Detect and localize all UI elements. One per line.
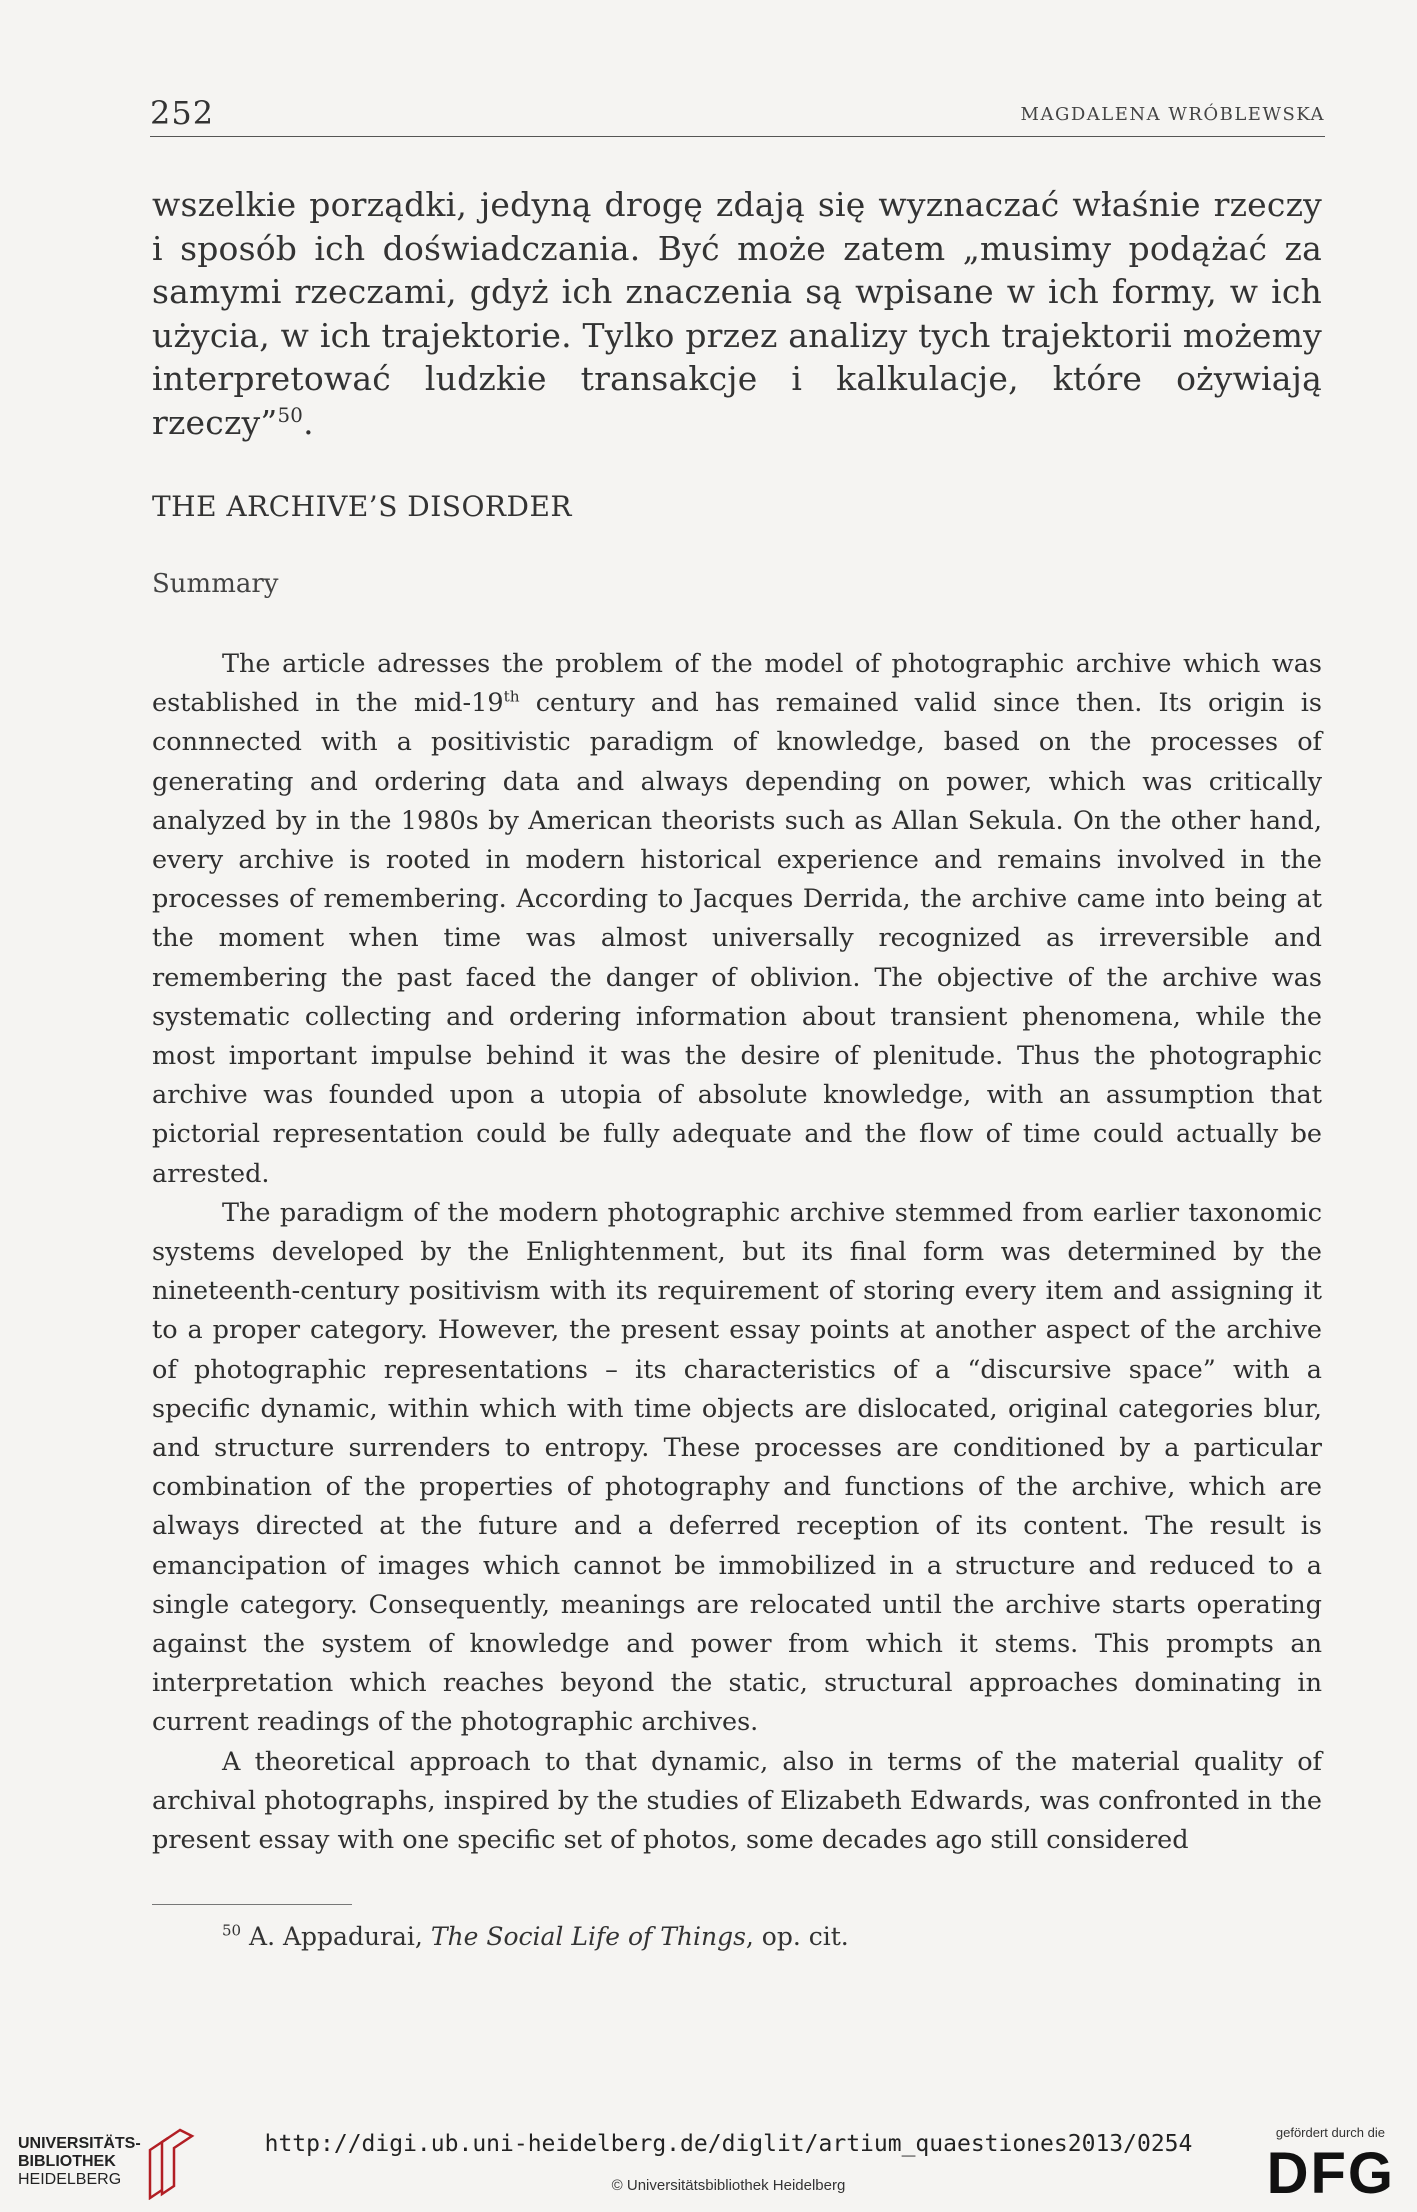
footnote bbox=[222, 1922, 849, 1951]
summary-paragraph-2: The paradigm of the modern photographic archive stemmed from earlier taxonomic systems developed by the Enlightenment, but its final form was determined by the nineteenth-century positivism with its requirement of storing every item and assigning it to a proper category. However, the present essay points at another aspect of the archive of photographic representations – its characteristics of a “discursive space” with a specific dynamic, within which with time objects are dislocated, original categories blur, and structure surrenders to entropy. These processes are conditioned by a particular combination of the properties of photography and functions of the archive, which are always directed at the future and a deferred reception of its content. The result is emancipation of images which cannot be immobilized in a structure and reduced to a single category. Consequently, meanings are relocated until the archive starts operating against the system of knowledge and power from which it stems. This prompts an interpretation which reaches beyond the static, structural approaches dominating in current readings of the photographic archives. bbox=[152, 1197, 1322, 1738]
polish-paragraph bbox=[152, 183, 1322, 444]
polish-paragraph-end: . bbox=[303, 402, 314, 442]
footer-copyright: © Universitätsbibliothek Heidelberg bbox=[611, 2177, 846, 2194]
footnote-rule bbox=[152, 1904, 352, 1905]
footnote-number: 50 bbox=[222, 1921, 242, 1940]
footer-url-link[interactable]: http://digi.ub.uni-heidelberg.de/diglit/artium_quaestiones2013/0254 bbox=[264, 2131, 1193, 2157]
library-name-line3: HEIDELBERG bbox=[18, 2171, 122, 2188]
summary-paragraph-3: A theoretical approach to that dynamic, also in terms of the material quality of archival photographs, inspired by the studies of Elizabeth Edwards, was confronted in the present essay with one specific set of photos, some decades ago still considered bbox=[152, 1746, 1322, 1856]
page-number: 252 bbox=[150, 94, 215, 132]
footnote-author: A. Appadurai, bbox=[241, 1922, 431, 1951]
section-title: THE ARCHIVE’S DISORDER bbox=[152, 490, 572, 523]
summary-p1-part-b: century and has remained valid since then. Its origin is connnected with a positivistic paradigm of knowledge, based on the processes of generating and ordering data and always depending on power, which was critically analyzed by in the 1980s by American theorists such as Allan Sekula. On the other hand, every archive is rooted in modern historical experience and remains involved in the processes of remembering. According to Jacques Derrida, the archive came into being at the moment when time was almost universally recognized as irreversible and remembering the past faced the danger of oblivion. The objective of the archive was systematic collecting and ordering information about transient phenomena, while the most important impulse behind it was the desire of plenitude. Thus the photographic archive was founded upon a utopia of absolute knowledge, with an assumption that pictorial representation could be fully adequate and the flow of time could actually be arrested. bbox=[152, 688, 1322, 1189]
funded-by-label: gefördert durch die bbox=[1275, 2125, 1385, 2140]
library-name-line2: BIBLIOTHEK bbox=[18, 2153, 116, 2170]
library-name-line1: UNIVERSITÄTS- bbox=[18, 2135, 141, 2152]
summary-paragraph-1 bbox=[152, 645, 1322, 1194]
footnote-ref-50: 50 bbox=[277, 403, 304, 427]
dfg-logo: DFG bbox=[1266, 2141, 1395, 2206]
ordinal-superscript: th bbox=[503, 687, 520, 706]
polish-paragraph-text: wszelkie porządki, jedyną drogę zdają się wyznaczać właśnie rzeczy i sposób ich doświadczania. Być może zatem „musimy podążać za samymi rzeczami, gdyż ich znaczenia są wpisane w ich formy, w ich użycia, w ich trajektorie. Tylko przez analizy tych trajektorii możemy interpretować ludzkie transakcje i kalkulacje, które ożywiają rzeczy” bbox=[152, 185, 1322, 442]
header-rule bbox=[150, 136, 1325, 137]
running-head: MAGDALENA WRÓBLEWSKA bbox=[1020, 104, 1325, 125]
footnote-title: The Social Life of Things bbox=[430, 1922, 746, 1951]
summary-label: Summary bbox=[152, 569, 279, 599]
footnote-rest: , op. cit. bbox=[745, 1922, 849, 1951]
summary-body bbox=[152, 645, 1322, 1860]
summary-p1-part-a: The article adresses the problem of the model of photographic archive which was established in the mid-19 bbox=[152, 649, 1322, 719]
